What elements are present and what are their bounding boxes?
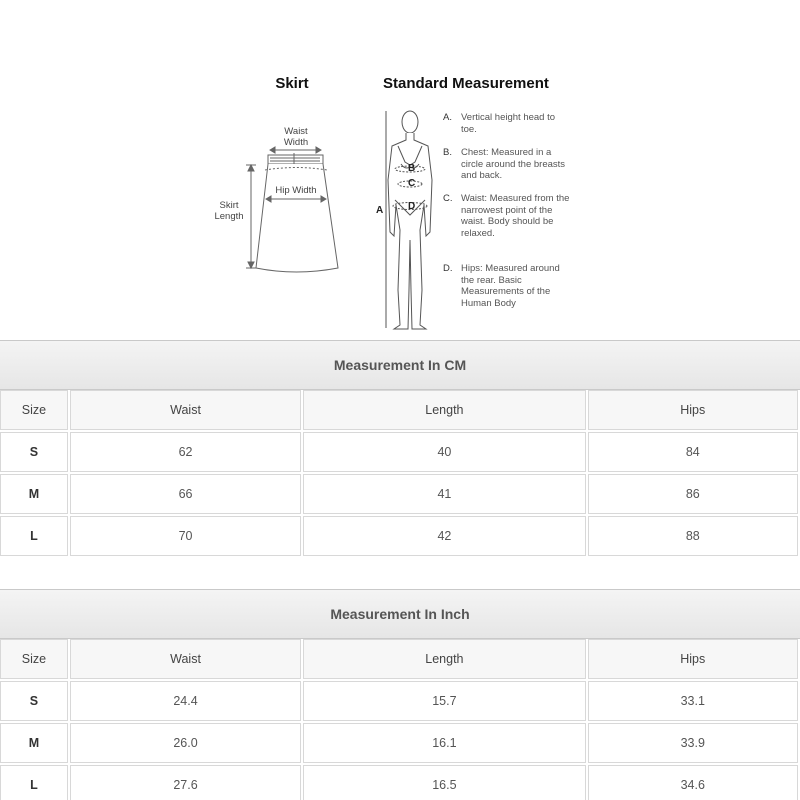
length-cell: 16.1 <box>303 723 585 763</box>
note-text: Chest: Measured in a circle around the breasts and back. <box>461 147 566 181</box>
note-text: Vertical height head to toe. <box>461 112 556 135</box>
size-cell: M <box>0 723 68 763</box>
note-key: D. <box>443 263 453 274</box>
note-text: Hips: Measured around the rear. Basic Measurements of the Human Body <box>461 263 560 309</box>
measurement-diagram <box>0 0 800 338</box>
column-header: Size <box>0 639 68 679</box>
waist-cell: 26.0 <box>70 723 301 763</box>
waist-cell: 62 <box>70 432 301 472</box>
size-cell: S <box>0 432 68 472</box>
column-header: Hips <box>588 639 798 679</box>
waist-cell: 24.4 <box>70 681 301 721</box>
note-text: Waist: Measured from the narrowest point of the waist. Body should be relaxed. <box>461 193 570 239</box>
size-cell: M <box>0 474 68 514</box>
hips-cell: 84 <box>588 432 798 472</box>
table-row <box>0 516 800 558</box>
note-c <box>443 193 573 239</box>
diagram-drawing <box>0 0 800 338</box>
note-key: C. <box>443 193 453 204</box>
body-letter-a: A <box>376 205 384 216</box>
note-b <box>443 147 573 182</box>
cm-size-table <box>0 340 800 558</box>
size-cell: L <box>0 765 68 800</box>
table-header-row <box>0 639 800 681</box>
column-header: Waist <box>70 639 301 679</box>
size-cell: S <box>0 681 68 721</box>
waist-cell: 70 <box>70 516 301 556</box>
hips-cell: 33.9 <box>588 723 798 763</box>
body-letter-d: D <box>408 201 416 212</box>
length-cell: 42 <box>303 516 585 556</box>
note-key: A. <box>443 112 452 123</box>
length-cell: 15.7 <box>303 681 585 721</box>
length-cell: 16.5 <box>303 765 585 800</box>
hips-cell: 33.1 <box>588 681 798 721</box>
length-cell: 40 <box>303 432 585 472</box>
column-header: Length <box>303 639 585 679</box>
waist-cell: 66 <box>70 474 301 514</box>
note-d <box>443 263 573 309</box>
table-row <box>0 432 800 474</box>
standard-measurement-title: Standard Measurement <box>383 75 549 92</box>
inch-size-table <box>0 589 800 800</box>
hip-width-label: Hip Width <box>275 185 317 196</box>
table-row <box>0 474 800 516</box>
table-row <box>0 681 800 723</box>
note-a <box>443 112 573 135</box>
skirt-illustration <box>246 147 338 272</box>
table-header-row <box>0 390 800 432</box>
skirt-length-label: Skirt Length <box>214 200 244 222</box>
length-cell: 41 <box>303 474 585 514</box>
hips-cell: 86 <box>588 474 798 514</box>
body-letter-c: C <box>408 178 416 189</box>
hips-cell: 88 <box>588 516 798 556</box>
waist-width-label: Waist Width <box>283 126 309 148</box>
size-cell: L <box>0 516 68 556</box>
body-figure <box>386 111 432 329</box>
column-header: Size <box>0 390 68 430</box>
inch-table-title: Measurement In Inch <box>0 589 800 639</box>
cm-table-title: Measurement In CM <box>0 340 800 390</box>
waist-cell: 27.6 <box>70 765 301 800</box>
table-row <box>0 723 800 765</box>
column-header: Waist <box>70 390 301 430</box>
column-header: Hips <box>588 390 798 430</box>
note-key: B. <box>443 147 452 158</box>
column-header: Length <box>303 390 585 430</box>
skirt-title: Skirt <box>275 75 309 92</box>
hips-cell: 34.6 <box>588 765 798 800</box>
table-row <box>0 765 800 800</box>
body-letter-b: B <box>408 163 416 174</box>
